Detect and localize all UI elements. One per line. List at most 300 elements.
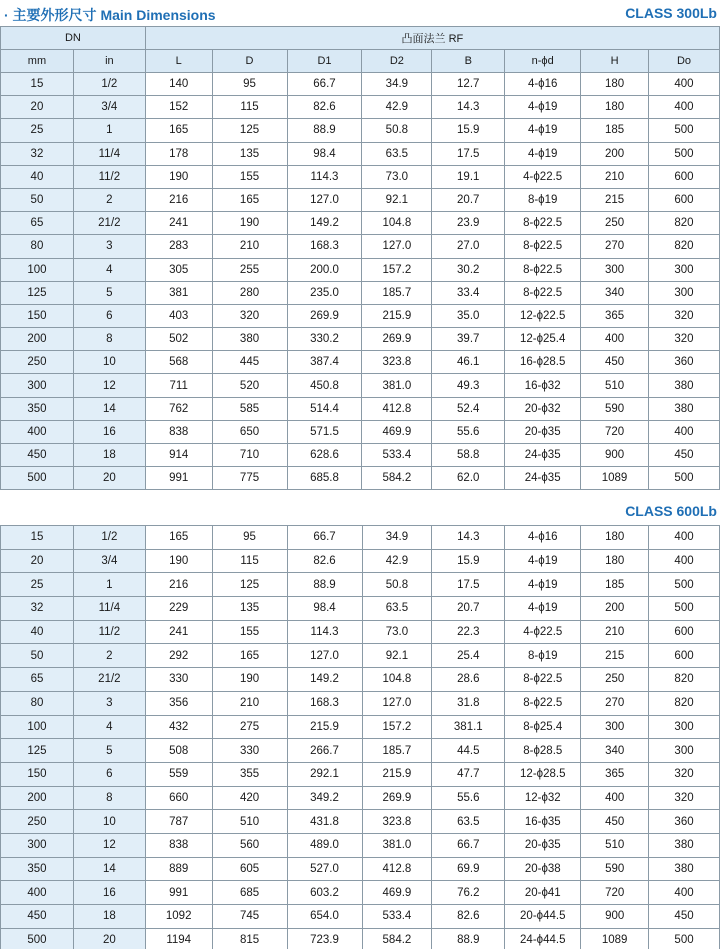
cell-in: 18	[73, 905, 145, 929]
table-row	[1, 881, 720, 905]
col-header-h: H	[581, 50, 649, 73]
cell-d1: 215.9	[287, 715, 362, 739]
cell-d1: 514.4	[287, 397, 362, 420]
cell-b: 14.3	[432, 526, 505, 550]
cell-mm: 15	[1, 526, 74, 550]
dimensions-table-class-600	[0, 525, 720, 949]
cell-b: 15.9	[432, 549, 505, 573]
cell-d: 275	[212, 715, 287, 739]
cell-d1: 82.6	[287, 549, 362, 573]
cell-n-d: 20-ϕ35	[505, 833, 581, 857]
cell-d2: 381.0	[362, 374, 432, 397]
cell-d: 775	[212, 467, 287, 490]
cell-b: 69.9	[432, 857, 505, 881]
cell-in: 21/2	[73, 668, 145, 692]
cell-n-d: 12-ϕ22.5	[505, 304, 581, 327]
cell-h: 1089	[581, 928, 649, 949]
cell-in: 11/2	[73, 165, 145, 188]
cell-h: 250	[581, 212, 649, 235]
cell-d: 125	[212, 573, 287, 597]
cell-b: 44.5	[432, 739, 505, 763]
cell-n-d: 8-ϕ19	[505, 188, 581, 211]
table-row	[1, 928, 720, 949]
cell-in: 18	[73, 444, 145, 467]
cell-in: 4	[73, 715, 145, 739]
cell-do: 500	[648, 142, 719, 165]
cell-mm: 400	[1, 420, 74, 443]
cell-d2: 34.9	[362, 73, 432, 96]
cell-do: 500	[649, 597, 720, 621]
cell-b: 46.1	[432, 351, 505, 374]
table-row	[1, 328, 720, 351]
cell-l: 762	[145, 397, 212, 420]
cell-h: 590	[581, 397, 649, 420]
cell-d2: 185.7	[362, 281, 432, 304]
cell-b: 58.8	[432, 444, 505, 467]
cell-do: 600	[648, 165, 719, 188]
cell-l: 787	[145, 810, 212, 834]
table-row	[1, 281, 720, 304]
cell-d1: 168.3	[287, 235, 362, 258]
cell-do: 400	[649, 881, 720, 905]
cell-b: 35.0	[432, 304, 505, 327]
table-row	[1, 374, 720, 397]
cell-n-d: 20-ϕ35	[505, 420, 581, 443]
cell-d: 95	[212, 73, 287, 96]
cell-d1: 114.3	[287, 620, 362, 644]
cell-h: 180	[581, 526, 649, 550]
table-row	[1, 212, 720, 235]
cell-d1: 628.6	[287, 444, 362, 467]
cell-n-d: 8-ϕ22.5	[505, 281, 581, 304]
cell-n-d: 20-ϕ38	[505, 857, 581, 881]
cell-b: 12.7	[432, 73, 505, 96]
col-header-n-d: n-ϕd	[505, 50, 581, 73]
cell-n-d: 4-ϕ19	[505, 573, 581, 597]
cell-l: 229	[145, 597, 212, 621]
dimensions-table-class-300	[0, 26, 720, 490]
cell-mm: 80	[1, 235, 74, 258]
cell-d2: 63.5	[362, 597, 432, 621]
cell-d: 210	[212, 235, 287, 258]
cell-mm: 200	[1, 786, 74, 810]
cell-d: 210	[212, 691, 287, 715]
cell-h: 270	[581, 235, 649, 258]
cell-n-d: 16-ϕ32	[505, 374, 581, 397]
cell-h: 720	[581, 881, 649, 905]
cell-b: 23.9	[432, 212, 505, 235]
cell-d1: 168.3	[287, 691, 362, 715]
cell-in: 5	[73, 739, 145, 763]
cell-b: 47.7	[432, 762, 505, 786]
cell-in: 3	[73, 235, 145, 258]
cell-do: 400	[649, 526, 720, 550]
cell-n-d: 8-ϕ22.5	[505, 235, 581, 258]
cell-in: 10	[73, 351, 145, 374]
cell-l: 1194	[145, 928, 212, 949]
cell-do: 600	[648, 188, 719, 211]
cell-h: 400	[581, 328, 649, 351]
cell-d: 155	[212, 620, 287, 644]
cell-n-d: 8-ϕ28.5	[505, 739, 581, 763]
cell-l: 165	[145, 526, 212, 550]
cell-b: 30.2	[432, 258, 505, 281]
cell-n-d: 24-ϕ35	[505, 467, 581, 490]
cell-b: 55.6	[432, 420, 505, 443]
cell-h: 210	[581, 620, 649, 644]
table-row	[1, 644, 720, 668]
cell-d: 330	[212, 739, 287, 763]
table-row	[1, 235, 720, 258]
table-row	[1, 833, 720, 857]
cell-do: 400	[648, 73, 719, 96]
cell-n-d: 4-ϕ19	[505, 549, 581, 573]
cell-d: 420	[212, 786, 287, 810]
cell-d2: 412.8	[362, 397, 432, 420]
cell-d: 115	[212, 96, 287, 119]
cell-d1: 200.0	[287, 258, 362, 281]
table-row	[1, 620, 720, 644]
cell-b: 49.3	[432, 374, 505, 397]
cell-d2: 42.9	[362, 96, 432, 119]
table-row	[1, 96, 720, 119]
cell-do: 500	[649, 573, 720, 597]
col-header-l: L	[145, 50, 212, 73]
cell-d: 125	[212, 119, 287, 142]
cell-mm: 25	[1, 119, 74, 142]
cell-d: 320	[212, 304, 287, 327]
class-300-label: CLASS 300Lb	[625, 5, 717, 21]
cell-do: 380	[648, 374, 719, 397]
table-row	[1, 549, 720, 573]
cell-do: 450	[649, 905, 720, 929]
cell-l: 660	[145, 786, 212, 810]
table-row	[1, 165, 720, 188]
cell-n-d: 24-ϕ35	[505, 444, 581, 467]
cell-n-d: 8-ϕ19	[505, 644, 581, 668]
cell-mm: 20	[1, 96, 74, 119]
cell-h: 180	[581, 549, 649, 573]
cell-in: 1/2	[73, 73, 145, 96]
cell-d1: 98.4	[287, 142, 362, 165]
table-row	[1, 739, 720, 763]
cell-in: 12	[73, 374, 145, 397]
cell-h: 215	[581, 644, 649, 668]
cell-h: 300	[581, 258, 649, 281]
cell-d: 585	[212, 397, 287, 420]
cell-d1: 450.8	[287, 374, 362, 397]
cell-l: 508	[145, 739, 212, 763]
cell-d: 510	[212, 810, 287, 834]
cell-l: 1092	[145, 905, 212, 929]
cell-mm: 80	[1, 691, 74, 715]
cell-d2: 34.9	[362, 526, 432, 550]
cell-d1: 88.9	[287, 119, 362, 142]
cell-mm: 400	[1, 881, 74, 905]
cell-do: 820	[648, 235, 719, 258]
cell-l: 292	[145, 644, 212, 668]
cell-n-d: 8-ϕ22.5	[505, 212, 581, 235]
cell-mm: 300	[1, 374, 74, 397]
cell-do: 320	[648, 328, 719, 351]
cell-d2: 533.4	[362, 444, 432, 467]
cell-d1: 349.2	[287, 786, 362, 810]
cell-d1: 292.1	[287, 762, 362, 786]
cell-l: 178	[145, 142, 212, 165]
cell-n-d: 8-ϕ22.5	[505, 668, 581, 692]
cell-b: 66.7	[432, 833, 505, 857]
cell-l: 838	[145, 833, 212, 857]
cell-d: 95	[212, 526, 287, 550]
col-header-do: Do	[648, 50, 719, 73]
cell-l: 356	[145, 691, 212, 715]
cell-d1: 98.4	[287, 597, 362, 621]
cell-d2: 323.8	[362, 810, 432, 834]
cell-do: 320	[649, 786, 720, 810]
cell-h: 340	[581, 281, 649, 304]
cell-d: 685	[212, 881, 287, 905]
cell-d1: 66.7	[287, 526, 362, 550]
cell-l: 190	[145, 165, 212, 188]
cell-l: 403	[145, 304, 212, 327]
cell-b: 33.4	[432, 281, 505, 304]
table-row	[1, 786, 720, 810]
cell-in: 1	[73, 573, 145, 597]
cell-d: 355	[212, 762, 287, 786]
dn-header: DN	[1, 27, 146, 50]
cell-d: 280	[212, 281, 287, 304]
cell-h: 900	[581, 905, 649, 929]
cell-h: 210	[581, 165, 649, 188]
cell-n-d: 12-ϕ28.5	[505, 762, 581, 786]
cell-b: 39.7	[432, 328, 505, 351]
table-row	[1, 420, 720, 443]
flange-rf-header: 凸面法兰 RF	[145, 27, 719, 50]
cell-do: 400	[648, 96, 719, 119]
cell-d2: 323.8	[362, 351, 432, 374]
cell-d2: 50.8	[362, 573, 432, 597]
cell-l: 165	[145, 119, 212, 142]
cell-d: 710	[212, 444, 287, 467]
col-header-d2: D2	[362, 50, 432, 73]
cell-b: 25.4	[432, 644, 505, 668]
cell-h: 180	[581, 96, 649, 119]
cell-b: 76.2	[432, 881, 505, 905]
table-row	[1, 526, 720, 550]
mm-header: mm	[1, 50, 74, 73]
cell-d1: 82.6	[287, 96, 362, 119]
cell-d2: 92.1	[362, 188, 432, 211]
cell-in: 8	[73, 328, 145, 351]
cell-h: 450	[581, 351, 649, 374]
cell-in: 12	[73, 833, 145, 857]
cell-l: 330	[145, 668, 212, 692]
cell-b: 55.6	[432, 786, 505, 810]
cell-mm: 500	[1, 928, 74, 949]
cell-b: 19.1	[432, 165, 505, 188]
cell-in: 3/4	[73, 96, 145, 119]
table-row	[1, 668, 720, 692]
cell-l: 216	[145, 188, 212, 211]
cell-do: 400	[648, 420, 719, 443]
cell-h: 900	[581, 444, 649, 467]
cell-mm: 450	[1, 444, 74, 467]
cell-d: 165	[212, 188, 287, 211]
cell-mm: 65	[1, 212, 74, 235]
cell-d1: 571.5	[287, 420, 362, 443]
cell-do: 820	[649, 668, 720, 692]
cell-l: 568	[145, 351, 212, 374]
table-body-class-300	[1, 73, 720, 490]
cell-in: 6	[73, 762, 145, 786]
cell-d2: 42.9	[362, 549, 432, 573]
table-row	[1, 905, 720, 929]
cell-n-d: 24-ϕ44.5	[505, 928, 581, 949]
cell-l: 838	[145, 420, 212, 443]
table-row	[1, 351, 720, 374]
cell-h: 200	[581, 142, 649, 165]
cell-b: 88.9	[432, 928, 505, 949]
cell-l: 381	[145, 281, 212, 304]
header-row-columns	[1, 50, 720, 73]
cell-d1: 266.7	[287, 739, 362, 763]
cell-mm: 40	[1, 620, 74, 644]
cell-do: 450	[648, 444, 719, 467]
cell-d2: 215.9	[362, 304, 432, 327]
cell-in: 21/2	[73, 212, 145, 235]
cell-l: 559	[145, 762, 212, 786]
cell-h: 250	[581, 668, 649, 692]
cell-d2: 157.2	[362, 715, 432, 739]
cell-mm: 250	[1, 351, 74, 374]
cell-mm: 200	[1, 328, 74, 351]
cell-h: 1089	[581, 467, 649, 490]
cell-mm: 40	[1, 165, 74, 188]
cell-b: 63.5	[432, 810, 505, 834]
cell-mm: 32	[1, 597, 74, 621]
table-row	[1, 691, 720, 715]
cell-do: 820	[649, 691, 720, 715]
cell-b: 82.6	[432, 905, 505, 929]
cell-l: 216	[145, 573, 212, 597]
table-row	[1, 762, 720, 786]
cell-mm: 350	[1, 397, 74, 420]
cell-n-d: 8-ϕ22.5	[505, 258, 581, 281]
cell-h: 340	[581, 739, 649, 763]
cell-n-d: 20-ϕ32	[505, 397, 581, 420]
col-header-d: D	[212, 50, 287, 73]
cell-l: 190	[145, 549, 212, 573]
cell-h: 200	[581, 597, 649, 621]
cell-n-d: 4-ϕ16	[505, 526, 581, 550]
cell-do: 400	[649, 549, 720, 573]
title-row-class-600	[0, 498, 720, 524]
cell-in: 1/2	[73, 526, 145, 550]
cell-h: 720	[581, 420, 649, 443]
cell-d1: 489.0	[287, 833, 362, 857]
cell-mm: 125	[1, 281, 74, 304]
cell-mm: 350	[1, 857, 74, 881]
cell-n-d: 12-ϕ32	[505, 786, 581, 810]
cell-b: 20.7	[432, 597, 505, 621]
cell-d: 165	[212, 644, 287, 668]
cell-do: 500	[649, 928, 720, 949]
cell-b: 15.9	[432, 119, 505, 142]
cell-d: 190	[212, 668, 287, 692]
cell-in: 14	[73, 397, 145, 420]
cell-do: 300	[649, 715, 720, 739]
cell-l: 711	[145, 374, 212, 397]
cell-do: 380	[648, 397, 719, 420]
table-row	[1, 573, 720, 597]
cell-in: 3/4	[73, 549, 145, 573]
table-row	[1, 304, 720, 327]
cell-in: 11/4	[73, 597, 145, 621]
cell-d2: 381.0	[362, 833, 432, 857]
table-row	[1, 857, 720, 881]
cell-n-d: 4-ϕ22.5	[505, 620, 581, 644]
cell-d: 115	[212, 549, 287, 573]
col-header-d1: D1	[287, 50, 362, 73]
cell-do: 600	[649, 644, 720, 668]
cell-d2: 584.2	[362, 467, 432, 490]
cell-b: 17.5	[432, 142, 505, 165]
cell-d2: 185.7	[362, 739, 432, 763]
cell-mm: 100	[1, 258, 74, 281]
cell-d: 255	[212, 258, 287, 281]
cell-mm: 65	[1, 668, 74, 692]
cell-mm: 250	[1, 810, 74, 834]
cell-d: 745	[212, 905, 287, 929]
cell-d1: 66.7	[287, 73, 362, 96]
cell-l: 991	[145, 881, 212, 905]
cell-h: 270	[581, 691, 649, 715]
cell-in: 16	[73, 420, 145, 443]
cell-h: 510	[581, 833, 649, 857]
cell-in: 6	[73, 304, 145, 327]
cell-l: 283	[145, 235, 212, 258]
cell-d1: 149.2	[287, 212, 362, 235]
table-row	[1, 467, 720, 490]
cell-n-d: 4-ϕ19	[505, 142, 581, 165]
table-row	[1, 810, 720, 834]
cell-h: 510	[581, 374, 649, 397]
cell-d: 650	[212, 420, 287, 443]
cell-mm: 150	[1, 304, 74, 327]
cell-do: 320	[648, 304, 719, 327]
cell-mm: 50	[1, 644, 74, 668]
cell-in: 10	[73, 810, 145, 834]
cell-n-d: 20-ϕ41	[505, 881, 581, 905]
cell-d2: 157.2	[362, 258, 432, 281]
cell-n-d: 4-ϕ16	[505, 73, 581, 96]
cell-d1: 527.0	[287, 857, 362, 881]
cell-do: 380	[649, 833, 720, 857]
cell-d2: 50.8	[362, 119, 432, 142]
cell-mm: 450	[1, 905, 74, 929]
col-header-b: B	[432, 50, 505, 73]
table-row	[1, 188, 720, 211]
cell-d1: 603.2	[287, 881, 362, 905]
cell-mm: 500	[1, 467, 74, 490]
cell-do: 300	[649, 739, 720, 763]
cell-d1: 330.2	[287, 328, 362, 351]
cell-in: 8	[73, 786, 145, 810]
cell-n-d: 20-ϕ44.5	[505, 905, 581, 929]
cell-do: 380	[649, 857, 720, 881]
table-row	[1, 444, 720, 467]
in-header: in	[73, 50, 145, 73]
